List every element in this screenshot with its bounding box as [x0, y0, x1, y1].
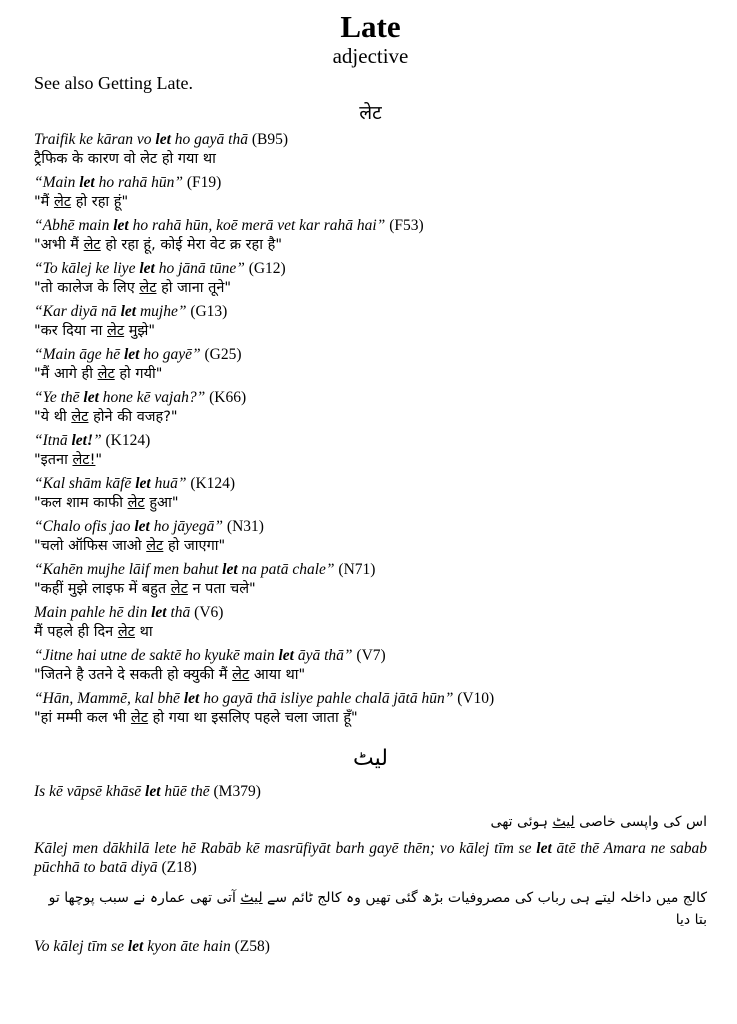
- romanized-text: ho jāyegā”: [149, 518, 224, 535]
- romanized-example: [34, 603, 707, 622]
- devanagari-text: हो गया था इसलिए पहले चला जाता हूँ": [148, 710, 358, 726]
- source-code: (K66): [205, 389, 247, 406]
- source-code: (V7): [352, 647, 386, 664]
- urdu-keyword: لیٹ: [240, 890, 263, 906]
- romanized-text: “Main āge hē: [34, 346, 124, 363]
- romanized-text: ”: [93, 432, 102, 449]
- keyword: let: [120, 303, 137, 320]
- source-code: (N71): [334, 561, 376, 578]
- romanized-text: “Itnā: [34, 432, 72, 449]
- source-code: (N31): [223, 518, 264, 535]
- devanagari-text: "चलो ऑफिस जाओ: [34, 538, 147, 554]
- romanized-text: ho gayē”: [139, 346, 201, 363]
- devanagari-keyword: लेट!: [72, 452, 96, 468]
- keyword: let: [113, 217, 129, 234]
- devanagari-text: था: [134, 624, 153, 640]
- example-entry: [34, 302, 707, 341]
- devanagari-example: [34, 450, 707, 470]
- example-entry: [34, 130, 707, 169]
- urdu-section: [34, 744, 707, 956]
- romanized-text: ho rahā hūn, koē merā vet kar rahā hai”: [128, 217, 386, 234]
- example-entry: [34, 560, 707, 599]
- romanized-text: mujhe”: [136, 303, 187, 320]
- example-entry: [34, 646, 707, 685]
- romanized-text: ātē thē Amara ne sabab pūchhā to batā diyā: [34, 840, 708, 876]
- devanagari-text: "ये थी: [34, 409, 72, 425]
- hindi-section: [34, 100, 707, 728]
- urdu-text: آتی تھی عمارہ نے سبب پوچھا تو بتا دیا: [48, 890, 707, 928]
- devanagari-text: न पता चले": [187, 581, 256, 597]
- devanagari-text: "अभी मैं: [34, 237, 84, 253]
- romanized-text: āyā thā”: [293, 647, 353, 664]
- devanagari-example: [34, 321, 707, 341]
- romanized-text: “Ye thē: [34, 389, 84, 406]
- keyword: let: [123, 346, 140, 363]
- keyword: let: [183, 690, 200, 707]
- romanized-example: [34, 388, 707, 407]
- romanized-example: [34, 302, 707, 321]
- urdu-text: ہوئی تھی: [490, 814, 553, 830]
- romanized-text: kyon āte hain: [143, 938, 231, 955]
- devanagari-keyword: लेट: [139, 280, 157, 296]
- romanized-text: “Hān, Mammē, kal bhē: [34, 690, 184, 707]
- romanized-example: [34, 517, 707, 536]
- source-code: (K124): [101, 432, 151, 449]
- source-code: (F53): [385, 217, 424, 234]
- devanagari-example: [34, 278, 707, 298]
- romanized-example: [34, 259, 707, 278]
- hindi-heading: लेट: [359, 102, 382, 124]
- example-entry: [34, 216, 707, 255]
- dictionary-page: [34, 10, 707, 962]
- part-of-speech: adjective: [332, 44, 409, 68]
- devanagari-example: [34, 364, 707, 384]
- devanagari-text: मुझे": [124, 323, 156, 339]
- devanagari-text: "हां मम्मी कल भी: [34, 710, 131, 726]
- headword: Late: [340, 9, 401, 44]
- romanized-text: “Kal shām kāfē: [34, 475, 136, 492]
- devanagari-text: "मैं आगे ही: [34, 366, 98, 382]
- devanagari-text: ": [95, 452, 103, 468]
- example-entry: [34, 388, 707, 427]
- see-also-note: See also Getting Late.: [34, 73, 193, 93]
- devanagari-text: "तो कालेज के लिए: [34, 280, 140, 296]
- devanagari-text: "कहीं मुझे लाइफ में बहुत: [34, 581, 171, 597]
- source-code: (V10): [453, 690, 495, 707]
- devanagari-text: हो जाएगा": [163, 538, 226, 554]
- keyword: let: [139, 260, 155, 277]
- romanized-text: “Abhē main: [34, 217, 114, 234]
- romanized-text: Main pahle hē din: [34, 604, 152, 621]
- devanagari-text: "मैं: [34, 194, 54, 210]
- example-entry: [34, 173, 707, 212]
- devanagari-keyword: लेट: [170, 581, 188, 597]
- source-code: (F19): [183, 174, 222, 191]
- devanagari-example: [34, 235, 707, 255]
- example-entry: [34, 345, 707, 384]
- keyword: let: [135, 475, 151, 492]
- romanized-example: [34, 130, 707, 149]
- source-code: (G12): [244, 260, 286, 277]
- devanagari-keyword: लेट: [130, 710, 149, 726]
- devanagari-keyword: लेट: [117, 624, 135, 640]
- source-code: (G25): [200, 346, 242, 363]
- devanagari-keyword: लेट: [71, 409, 89, 425]
- example-entry: [34, 517, 707, 556]
- devanagari-text: होने की वजह?": [88, 409, 178, 425]
- devanagari-text: "इतना: [34, 452, 73, 468]
- devanagari-text: हो जाना तूने": [156, 280, 232, 296]
- devanagari-text: हो रहा हूं": [71, 194, 129, 210]
- devanagari-text: "कल शाम काफी: [34, 495, 128, 511]
- devanagari-keyword: लेट: [127, 495, 145, 511]
- devanagari-keyword: लेट: [53, 194, 72, 210]
- keyword: let!: [71, 432, 93, 449]
- devanagari-example: [34, 579, 707, 599]
- devanagari-keyword: लेट: [146, 538, 164, 554]
- romanized-text: hone kē vajah?”: [98, 389, 206, 406]
- devanagari-example: [34, 622, 707, 642]
- romanized-example: [34, 216, 707, 235]
- romanized-text: “Chalo ofis jao: [34, 518, 135, 535]
- source-code: (Z18): [157, 859, 197, 876]
- romanized-text: “Kahēn mujhe lāif men bahut: [34, 561, 223, 578]
- romanized-text: ho jānā tūne”: [154, 260, 245, 277]
- romanized-text: Traifik ke kāran vo: [34, 131, 156, 148]
- devanagari-text: हो रहा हूं, कोई मेरा वेट क्र रहा है": [100, 237, 282, 253]
- urdu-example: [34, 887, 707, 931]
- romanized-text: na patā chale”: [237, 561, 335, 578]
- devanagari-keyword: लेट: [83, 237, 101, 253]
- keyword: let: [83, 389, 99, 406]
- romanized-text: ho gayā thā isliye pahle chalā jātā hūn”: [199, 690, 454, 707]
- devanagari-keyword: लेट: [97, 366, 115, 382]
- romanized-example: [34, 689, 707, 708]
- keyword: let: [127, 938, 144, 955]
- devanagari-text: आया था": [249, 667, 306, 683]
- devanagari-text: "जितने है उतने दे सकती हो क्युकी मैं: [34, 667, 233, 683]
- romanized-text: huā”: [150, 475, 187, 492]
- romanized-example: [34, 937, 707, 956]
- romanized-text: Kālej men dākhilā lete hē Rabāb kē masrūfiyāt barh gayē thēn; vo kālej tīm se: [34, 840, 537, 857]
- urdu-text: اس کی واپسی خاصی: [574, 814, 707, 830]
- romanized-text: thā: [166, 604, 191, 621]
- keyword: let: [151, 604, 167, 621]
- source-code: (G13): [186, 303, 228, 320]
- romanized-text: “Kar diyā nā: [34, 303, 121, 320]
- keyword: let: [134, 518, 150, 535]
- romanized-text: Vo kālej tīm se: [34, 938, 128, 955]
- source-code: (Z58): [230, 938, 270, 955]
- romanized-example: [34, 431, 707, 450]
- devanagari-text: हो गयी": [114, 366, 163, 382]
- devanagari-keyword: लेट: [232, 667, 250, 683]
- source-code: (B95): [247, 131, 289, 148]
- keyword: let: [536, 840, 552, 857]
- romanized-text: ho gayā thā: [170, 131, 248, 148]
- keyword: let: [145, 783, 161, 800]
- romanized-example: [34, 474, 707, 493]
- romanized-example: [34, 173, 707, 192]
- romanized-text: “To kālej ke liye: [34, 260, 140, 277]
- urdu-heading: لیٹ: [353, 746, 388, 771]
- romanized-text: hūē thē: [160, 783, 210, 800]
- devanagari-example: [34, 407, 707, 427]
- romanized-text: Is kē vāpsē khāsē: [34, 783, 146, 800]
- devanagari-example: [34, 493, 707, 513]
- romanized-example: [34, 345, 707, 364]
- devanagari-example: [34, 665, 707, 685]
- example-entry: [34, 603, 707, 642]
- urdu-entries: [34, 782, 707, 956]
- example-entry: [34, 782, 707, 833]
- source-code: (K124): [186, 475, 236, 492]
- romanized-text: “Main: [34, 174, 80, 191]
- urdu-keyword: لیٹ: [552, 814, 575, 830]
- romanized-example: [34, 560, 707, 579]
- devanagari-example: [34, 708, 707, 728]
- hindi-entries: [34, 130, 707, 728]
- example-entry: [34, 474, 707, 513]
- devanagari-keyword: लेट: [107, 323, 125, 339]
- example-entry: [34, 431, 707, 470]
- example-entry: [34, 259, 707, 298]
- source-code: (V6): [190, 604, 224, 621]
- devanagari-text: ट्रैफिक के कारण वो लेट हो गया था: [34, 151, 216, 167]
- romanized-example: [34, 782, 707, 801]
- romanized-text: “Jitne hai utne de saktē ho kyukē main: [34, 647, 279, 664]
- devanagari-example: [34, 192, 707, 212]
- devanagari-text: मैं पहले ही दिन: [34, 624, 118, 640]
- romanized-example: [34, 646, 707, 665]
- devanagari-example: [34, 149, 707, 169]
- example-entry: [34, 839, 707, 931]
- keyword: let: [222, 561, 238, 578]
- keyword: let: [155, 131, 171, 148]
- devanagari-text: हुआ": [144, 495, 179, 511]
- devanagari-example: [34, 536, 707, 556]
- example-entry: [34, 689, 707, 728]
- romanized-text: ho rahā hūn”: [94, 174, 183, 191]
- example-entry: [34, 937, 707, 956]
- urdu-example: [34, 811, 707, 833]
- source-code: (M379): [209, 783, 261, 800]
- romanized-example: [34, 839, 707, 877]
- devanagari-text: "कर दिया ना: [34, 323, 107, 339]
- urdu-text: کالج میں داخلہ لیتے ہی رباب کی مصروفیات بڑھ گئی تھیں وہ کالج ٹائم سے: [262, 890, 707, 906]
- keyword: let: [278, 647, 294, 664]
- keyword: let: [79, 174, 95, 191]
